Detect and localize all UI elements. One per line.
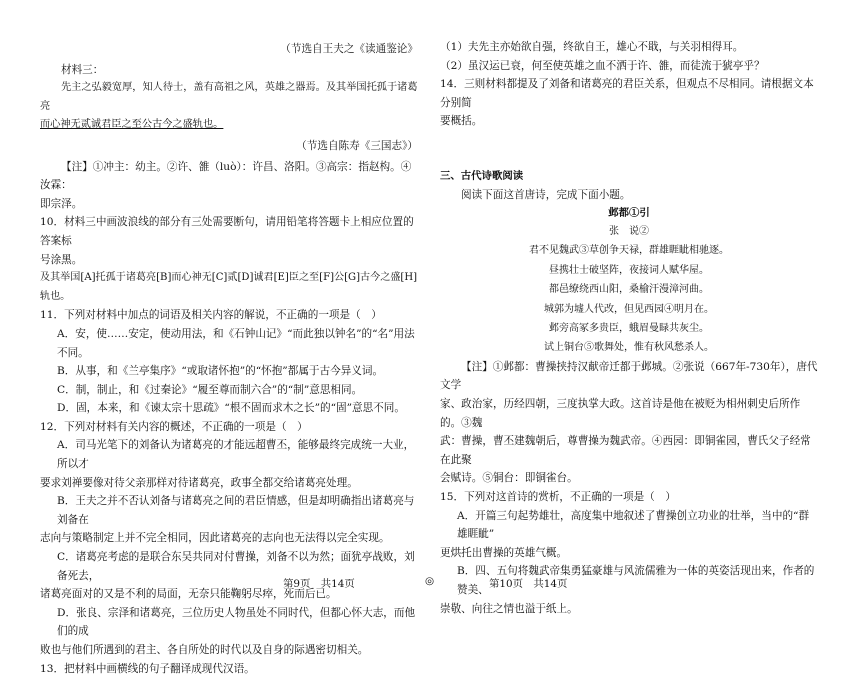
option-c: C．制，制止，和《过秦论》“履至尊而制六合”的“制”意思相同。 <box>57 383 363 396</box>
page-number-right: 第10页 共14页 <box>489 578 568 590</box>
option-a: A．开篇三句起势雄壮，高度集中地叙述了曹操创立功业的壮举，当中的“群雄睚眦” <box>457 509 810 541</box>
question-14: 14．三则材料都提及了刘备和诸葛亮的君臣关系，但观点不尽相同。请根据文本分别简 <box>440 78 814 109</box>
option-a: A．司马光笔下的刘备认为诸葛亮的才能远超曹丕，能够最终完成统一大业，所以才 <box>57 439 415 471</box>
question-13-part2: （2）虽汉运已衰，何至使英雄之血不洒于许、雒，而徒流于猇亭乎？ <box>440 59 765 72</box>
center-mark-icon: ◎ <box>425 575 435 587</box>
option-d: D．固，本来，和《谏太宗十思疏》“根不固而求木之长”的“固”意思不同。 <box>57 402 405 415</box>
question-12: 12．下列对材料有关内容的概述，不正确的一项是（ ） <box>40 420 308 433</box>
poem-line: 君不见魏武③草创争天禄，群雄睚眦相驰逐。 <box>529 245 729 257</box>
page-number-left: 第9页 共14页 <box>283 578 355 590</box>
poem-note: 家、政治家，历经四朝，三度执掌大政。这首诗是他在被贬为相州刺史后所作的。③魏 <box>440 397 801 429</box>
option-b: B．王夫之并不否认刘备与诸葛亮之间的君臣情感，但是却明确指出诸葛亮与刘备在 <box>57 495 415 526</box>
note-text: 即宗泽。 <box>40 197 83 210</box>
poem-title: 邺都①引 <box>608 207 650 220</box>
poem-body <box>440 241 818 357</box>
poem-line: 城郭为墟人代改，但见西园④明月在。 <box>544 303 714 315</box>
right-page <box>440 38 818 618</box>
material3-text: 先主之弘毅宽厚，知人待士，盖有高祖之风，英雄之器焉。及其举国托孤于诸葛亮 <box>40 82 418 112</box>
option-b: B．从事，和《兰亭集序》“或取诸怀抱”的“怀抱”都属于古今异义词。 <box>57 365 384 378</box>
poem-line: 都邑缭绕西山阳，桑榆汗漫漳河曲。 <box>549 284 709 296</box>
material3-label: 材料三： <box>61 63 104 76</box>
question-13-part1: （1）夫先主亦始欲自强，终欲自王，雄心不戢，与关羽相得耳。 <box>440 41 744 53</box>
poem-note: 会赋诗。⑤铜台：即铜雀台。 <box>440 472 578 485</box>
source-citation: （节选自王夫之《读通鉴论》 <box>280 43 418 55</box>
section-3-title: 三、古代诗歌阅读 <box>440 169 524 182</box>
option-b-cont: 崇敬、向往之情也溢于纸上。 <box>440 602 578 615</box>
poem-line: 邺旁高冢多贵臣，蛾眉曼睩共灰尘。 <box>549 322 709 334</box>
section-3-intro: 阅读下面这首唐诗，完成下面小题。 <box>461 188 631 201</box>
option-d-cont: 败也与他们所遇到的君主、各自所处的时代以及自身的际遇密切相关。 <box>40 644 369 656</box>
option-a-cont: 要求刘禅要像对待父亲那样对待诸葛亮，政事全都交给诸葛亮处理。 <box>40 476 358 489</box>
note-text: 【注】①冲主：幼主。②许、雒（luò）：许昌、洛阳。③高宗：指赵构。④汝霖： <box>40 160 412 192</box>
poem-line: 昼携壮士破坚阵，夜接词人赋华屋。 <box>549 264 709 276</box>
poem-line: 试上铜台⑤歌舞处，惟有秋风愁杀人。 <box>544 342 714 354</box>
option-b: B．四、五句将魏武帝集勇猛豪雄与风流儒雅为一体的英姿活现出来，作者的赞美、 <box>457 565 815 596</box>
question-13: 13．把材料中画横线的句子翻译成现代汉语。 <box>40 662 255 675</box>
option-c: C．诸葛亮考虑的是联合东吴共同对付曹操，刘备不以为然；面犹亭战败，刘备死去， <box>57 551 415 582</box>
option-c-cont: 诸葛亮面对的又是不利的局面，无奈只能鞠躬尽瘁，死而后已。 <box>40 588 337 601</box>
source-citation: （节选自陈寿《三国志》） <box>296 139 418 152</box>
poem-note: 武：曹操，曹丕建魏朝后，尊曹操为魏武帝。④西园：即铜雀园，曹氏父子经常在此聚 <box>440 435 811 466</box>
option-d: D．张良、宗泽和诸葛亮，三位历史人物虽处不同时代，但都心怀大志，而他们的成 <box>57 606 416 638</box>
option-a: A．安，使……安定，使动用法，和《石钟山记》“而此独以钟名”的“名”用法不同。 <box>57 327 415 359</box>
question-15: 15．下列对这首诗的赏析，不正确的一项是（ ） <box>440 490 676 503</box>
poem-author: 张 说② <box>609 225 649 237</box>
question-10: 10．材料三中画波浪线的部分有三处需要断句，请用铅笔将答题卡上相应位置的答案标 <box>40 216 414 247</box>
question-10: 号涂黑。 <box>40 253 83 266</box>
question-11: 11．下列对材料中加点的词语及相关内容的解说，不正确的一项是（ ） <box>40 309 382 322</box>
left-page <box>40 38 418 678</box>
material3-underlined-text: 而心神无贰诚君臣之至公古今之盛轨也。 <box>40 119 224 131</box>
question-10-sentence: 及其举国[A]托孤于诸葛亮[B]而心神无[C]贰[D]诚君[E]臣之至[F]公[G]古今之盛[H]轨也。 <box>40 272 418 302</box>
question-14: 要概括。 <box>440 115 483 128</box>
poem-note: 【注】①邺都：曹操挟持汉献帝迁都于邺城。②张说（667年-730年），唐代文学 <box>440 360 818 392</box>
option-b-cont: 志向与策略制定上并不完全相同，因此诸葛亮的志向也无法得以完全实现。 <box>40 532 390 545</box>
option-a-cont: 更烘托出曹操的英雄气概。 <box>440 546 568 559</box>
